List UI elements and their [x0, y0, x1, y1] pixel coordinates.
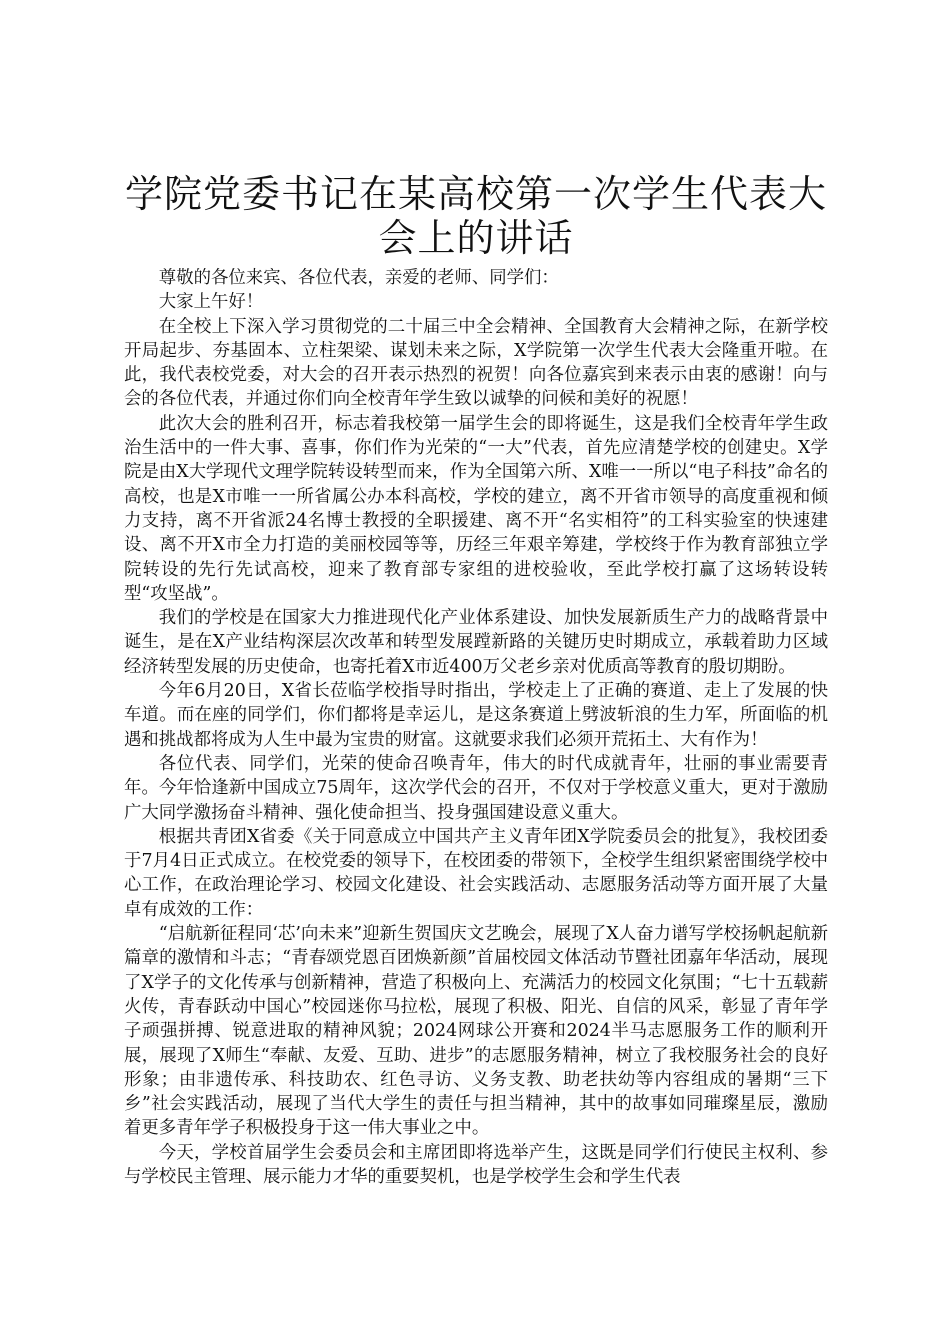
body-paragraph: 在全校上下深入学习贯彻党的二十届三中全会精神、全国教育大会精神之际，在新学校开局起步、夯基固本、立柱架梁、谋划未来之际，X学院第一次学生代表大会隆重开啦。在此，我代表校党委，对大会的召开表示热烈的祝贺！向各位嘉宾到来表示由衷的感谢！向与会的各位代表，并通过你们向全校青年学生致以诚挚的问候和美好的祝愿！	[124, 316, 828, 410]
body-paragraph: 今年6月20日，X省长莅临学校指导时指出，学校走上了正确的赛道、走上了发展的快车道。而在座的同学们，你们都将是幸运儿，是这条赛道上劈波斩浪的生力军，所面临的机遇和挑战都将成为人生中最为宝贵的财富。这就要求我们必须开荒拓土、大有作为！	[124, 681, 828, 750]
body-paragraph: 此次大会的胜利召开，标志着我校第一届学生会的即将诞生，这是我们全校青年学生政治生活中的一件大事、喜事，你们作为光荣的“一大”代表，首先应清楚学校的创建史。X学院是由X大学现代文理学院转设转型而来，作为全国第六所、X唯一一所以“电子科技”命名的高校，也是X市唯一一所省属公办本科高校，学校的建立，离不开省市领导的高度重视和倾力支持，离不开省派24名博士教授的全职援建、离不开“名实相符”的工科实验室的快速建设、离不开X市全力打造的美丽校园等等，历经三年艰辛筹建，学校终于作为教育部独立学院转设的先行先试高校，迎来了教育部专家组的进校验收，至此学校打赢了这场转设转型“攻坚战”。	[124, 413, 828, 604]
body-paragraph: 今天，学校首届学生会委员会和主席团即将选举产生，这既是同学们行使民主权利、参与学校民主管理、展示能力才华的重要契机，也是学校学生会和学生代表	[124, 1142, 828, 1187]
salutation-paragraph: 尊敬的各位来宾、各位代表，亲爱的老师、同学们：	[158, 268, 559, 288]
body-paragraph: 各位代表、同学们，光荣的使命召唤青年，伟大的时代成就青年，壮丽的事业需要青年。今年恰逢新中国成立75周年，这次学代会的召开，不仅对于学校意义重大，更对于激励广大同学激扬奋斗精神、强化使命担当、投身强国建设意义重大。	[124, 753, 828, 823]
document-page	[124, 172, 828, 1189]
document-title: 学院党委书记在某高校第一次学生代表大会上的讲话	[124, 172, 827, 260]
body-paragraph: 我们的学校是在国家大力推进现代化产业体系建设、加快发展新质生产力的战略背景中诞生，是在X产业结构深层次改革和转型发展蹚新路的关键历史时期成立，承载着助力区域经济转型发展的历史使命，也寄托着X市近400万父老乡亲对优质高等教育的殷切期盼。	[124, 608, 828, 677]
body-paragraph: “启航新征程同‘芯’向未来”迎新生贺国庆文艺晚会，展现了X人奋力谱写学校扬帆起航新篇章的激情和斗志；“青春颂党恩百团焕新颜”首届校园文体活动节暨社团嘉年华活动，展现了X学子的文化传承与创新精神，营造了积极向上、充满活力的校园文化氛围；“七十五载薪火传，青春跃动中国心”校园迷你马拉松，展现了积极、阳光、自信的风采，彰显了青年学子顽强拼搏、锐意进取的精神风貌；2024网球公开赛和2024半马志愿服务工作的顺利开展，展现了X师生“奉献、友爱、互助、进步”的志愿服务精神，树立了我校服务社会的良好形象；由非遗传承、科技助农、红色寻访、义务支教、助老扶幼等内容组成的暑期“三下乡”社会实践活动，展现了当代大学生的责任与担当精神，其中的故事如同璀璨星辰，激励着更多青年学子积极投身于这一伟大事业之中。	[124, 924, 828, 1139]
body-paragraph: 根据共青团X省委《关于同意成立中国共产主义青年团X学院委员会的批复》，我校团委于7月4日正式成立。在校党委的领导下，在校团委的带领下，全校学生组织紧密围绕学校中心工作，在政治理论学习、校园文化建设、社会实践活动、志愿服务活动等方面开展了大量卓有成效的工作：	[124, 826, 828, 920]
greeting-paragraph: 大家上午好！	[158, 292, 264, 313]
